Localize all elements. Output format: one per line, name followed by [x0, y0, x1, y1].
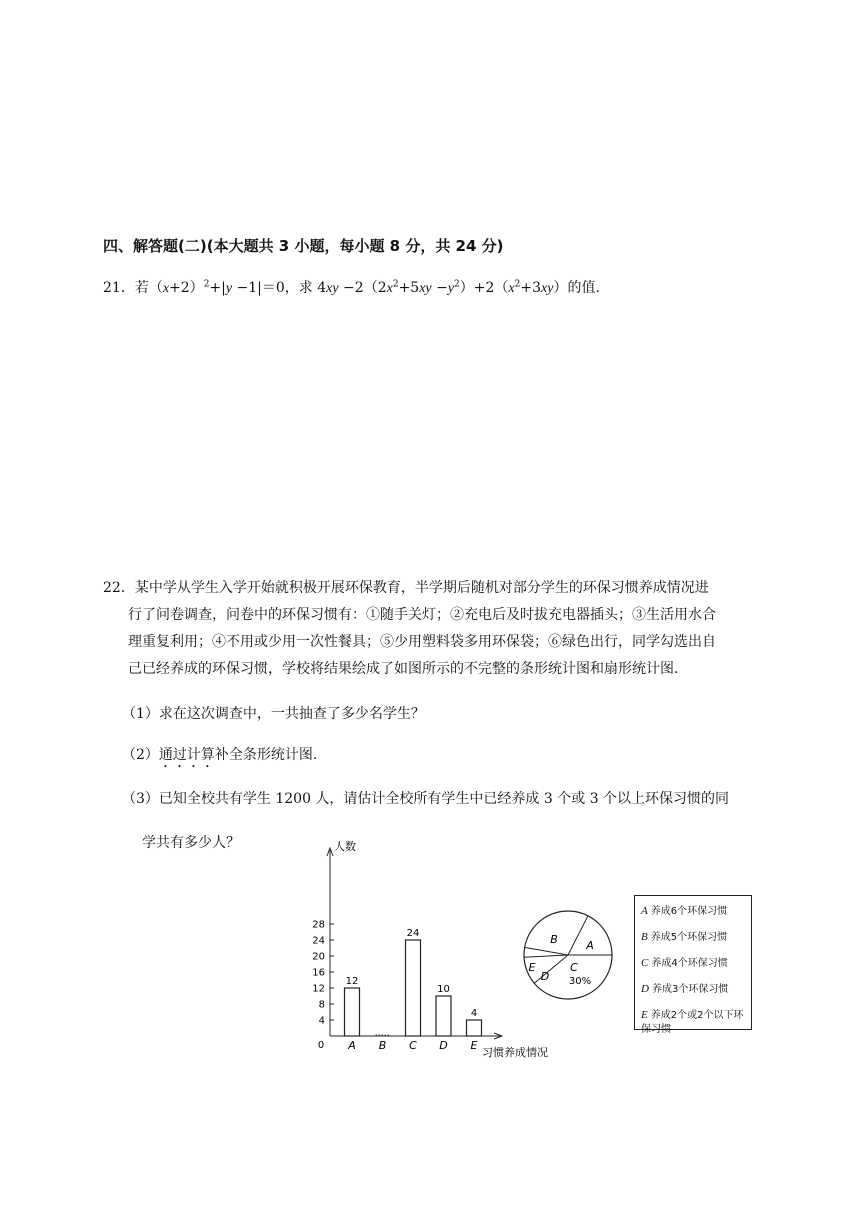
q22-sub-2-suffix: 补全条形统计图.	[214, 747, 318, 763]
section-title: 四、解答题(二)(本大题共 3 小题，每小题 8 分，共 24 分)	[103, 237, 504, 255]
y-tick-label: 16	[312, 967, 325, 979]
bar-value-label: 4	[470, 1008, 478, 1019]
q21-var: xy	[326, 281, 339, 296]
y-tick-label: 20	[312, 951, 325, 963]
x-tick-label: E	[470, 1039, 478, 1052]
bar	[436, 996, 451, 1036]
q21-var: y	[225, 281, 233, 296]
legend-item-d: D 养成3个环保习惯	[641, 983, 729, 995]
y-tick-label: 8	[318, 999, 325, 1011]
y-tick-label: 28	[312, 919, 325, 931]
bar	[406, 940, 421, 1036]
pie-slice-label: D	[540, 970, 550, 983]
q22-line-2: 行了问卷调查，问卷中的环保习惯有：①随手关灯；②充电后及时拔充电器插头；③生活用水合	[128, 607, 716, 623]
pie-chart	[520, 905, 620, 1005]
x-axis-label: 习惯养成情况	[482, 1046, 548, 1059]
q22-sub-2-emphasis: 通过计算	[158, 747, 215, 763]
q22-line-1: 22．某中学从学生入学开始就积极开展环保教育，半学期后随机对部分学生的环保习惯养成情况进	[103, 580, 709, 596]
q21-exp: 2	[203, 279, 210, 290]
q22-line-3: 理重复利用；④不用或少用一次性餐具；⑤少用塑料袋多用环保袋；⑥绿色出行，同学勾选出自	[128, 634, 716, 650]
bar	[345, 988, 360, 1036]
pie-slice-label: C	[570, 961, 578, 974]
q21-text: ）的值．	[553, 280, 610, 296]
q22-sub-2-prefix: （2）	[122, 747, 159, 763]
x-tick-label: C	[409, 1039, 417, 1052]
q22-sub-1: （1）求在这次调查中，一共抽查了多少名学生？	[122, 706, 425, 722]
q22-sub-2	[122, 744, 317, 771]
pie-annotation: 30%	[568, 976, 592, 987]
legend-item-e: E 养成2个或2个以下环保习惯	[641, 1009, 744, 1035]
legend-item-c: C 养成4个环保习惯	[641, 957, 728, 969]
origin-label: 0	[317, 1040, 325, 1051]
bar-value-label: 12	[345, 976, 359, 987]
q21-text: −2（2	[338, 280, 387, 296]
legend-item-b: B 养成5个环保习惯	[641, 931, 728, 943]
y-tick-label: 12	[312, 983, 325, 995]
x-tick-label: A	[348, 1039, 356, 1052]
bar-value-label: 10	[437, 984, 450, 995]
bar	[467, 1020, 482, 1036]
x-tick-label: D	[439, 1039, 448, 1052]
question-21	[103, 277, 609, 297]
q21-number: 21．	[103, 280, 135, 296]
y-tick-label: 4	[318, 1015, 325, 1027]
q21-text: −	[431, 280, 448, 296]
q21-text: +5	[398, 280, 420, 296]
q21-var: y	[447, 281, 455, 296]
q22-sub-3-line-2: 学共有多少人？	[142, 835, 240, 851]
q21-text: +3	[520, 280, 542, 296]
y-tick-label: 24	[312, 935, 325, 947]
q21-var: xy	[541, 281, 554, 296]
q21-exp: 2	[392, 279, 399, 290]
q21-text: ）+2（	[459, 280, 509, 296]
q22-sub-3-line-1: （3）已知全校共有学生 1200 人，请估计全校所有学生中已经养成 3 个或 3 个以上环保习惯的同	[122, 791, 730, 807]
question-22	[103, 575, 755, 683]
legend-item-a: A 养成6个环保习惯	[641, 905, 728, 917]
q21-var: x	[386, 281, 393, 296]
q21-exp: 2	[514, 279, 521, 290]
x-tick-label: B	[378, 1039, 387, 1052]
q21-text: −1|＝0，求 4	[232, 280, 327, 296]
pie-slice-label: B	[550, 933, 558, 946]
q21-var: xy	[419, 281, 432, 296]
chart-legend	[634, 895, 752, 1035]
q22-line-4: 己已经养成的环保习惯，学校将结果绘成了如图所示的不完整的条形统计图和扇形统计图．	[128, 661, 688, 677]
q21-var: x	[508, 281, 515, 296]
q21-text: +2）	[169, 280, 204, 296]
q21-text: 若（	[134, 280, 163, 296]
y-axis-label: 人数	[334, 840, 356, 853]
bar-value-label: 24	[406, 928, 420, 939]
q21-var: x	[162, 281, 170, 296]
q21-text: +|	[209, 280, 226, 296]
pie-slice-label: A	[586, 939, 594, 952]
q21-exp: 2	[454, 279, 460, 290]
pie-slice-label: E	[528, 961, 536, 974]
